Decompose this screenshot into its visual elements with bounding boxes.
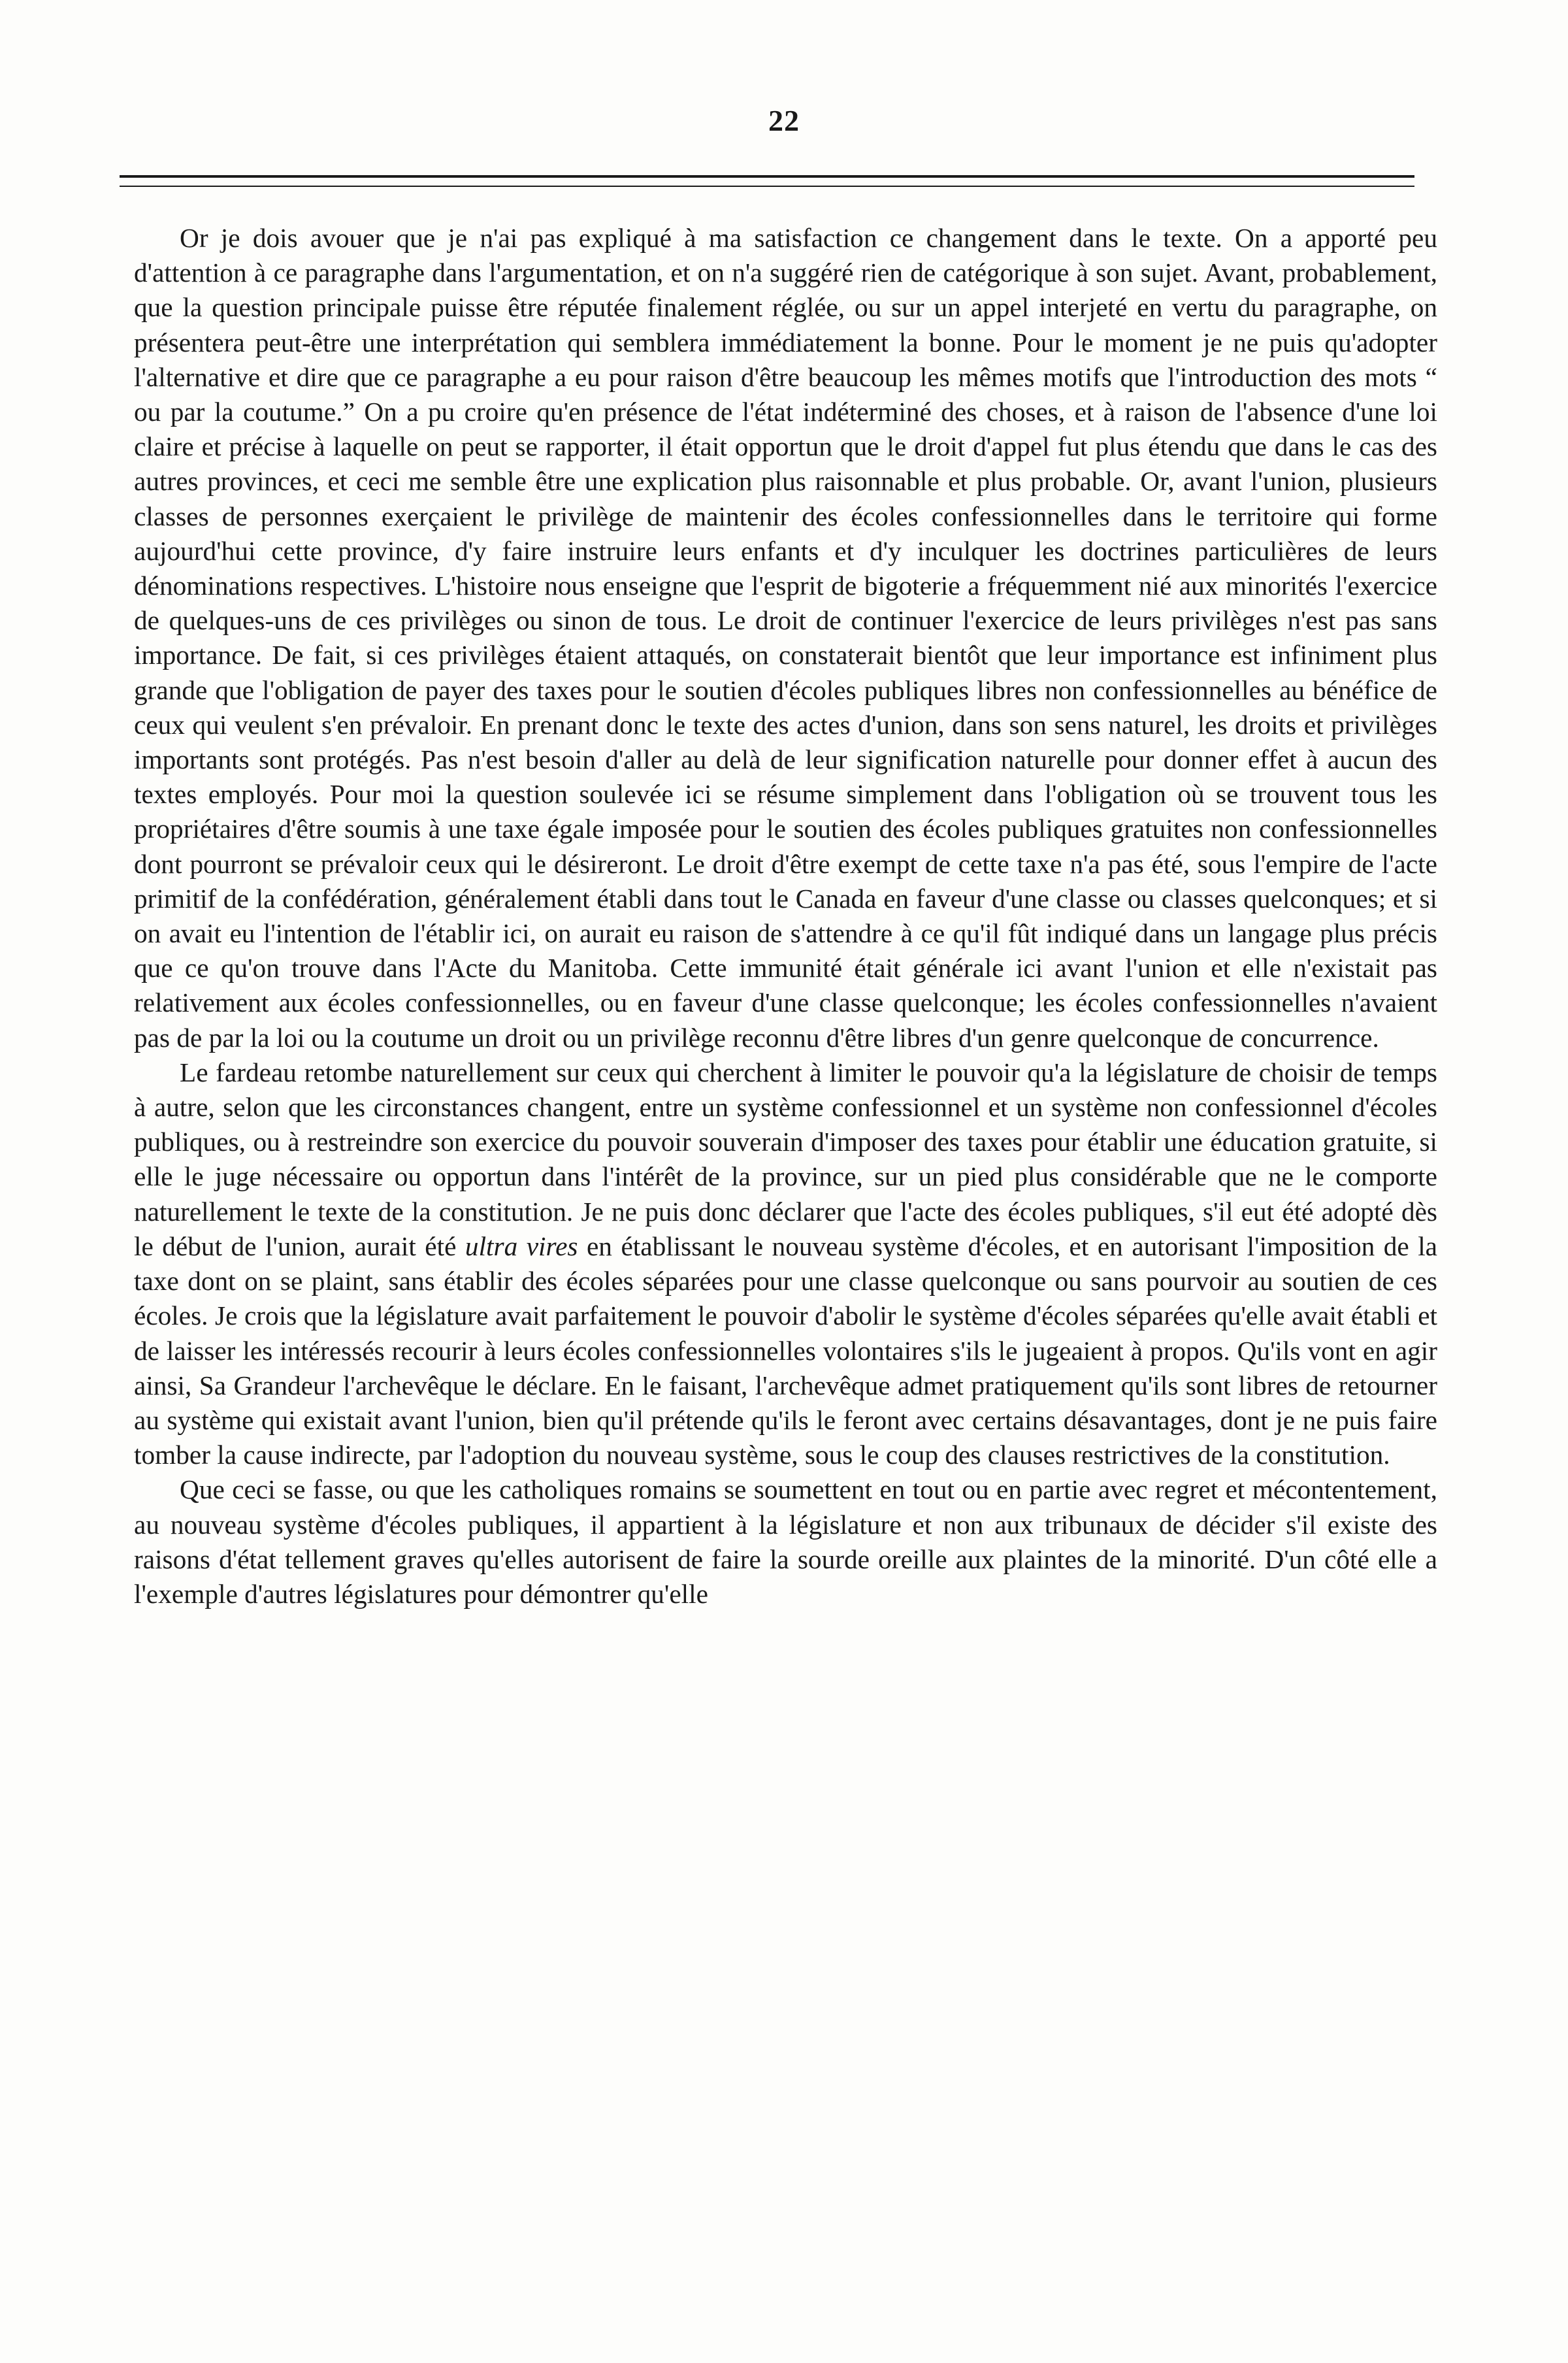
paragraph-2	[134, 1055, 1437, 1472]
paragraph-2-text-b: en établissant le nouveau système d'écoles, et en autorisant l'imposition de la taxe dont on se plaint, sans établir des écoles séparées pour une classe quelconque ou sans pourvoir au soutien de ces écoles. Je crois que la législature avait parfaitement le pouvoir d'abolir le système d'écoles séparées qu'elle avait établi et de laisser les intéressés recourir à leurs écoles confessionnelles volontaires s'ils le jugeaient à propos. Qu'ils vont en agir ainsi, Sa Grandeur l'archevêque le déclare. En le faisant, l'archevêque admet pratiquement qu'ils sont libres de retourner au système qui existait avant l'union, bien qu'il prétende qu'ils le feront avec certains désavantages, dont je ne puis faire tomber la cause indirecte, par l'adoption du nouveau système, sous le coup des clauses restrictives de la constitution.	[134, 1231, 1438, 1470]
body-text	[134, 221, 1437, 1611]
italic-term: ultra vires	[465, 1231, 578, 1261]
paragraph-1	[134, 221, 1437, 1055]
paragraph-2-text-a: Le fardeau retombe naturellement sur ceux qui cherchent à limiter le pouvoir qu'a la législature de choisir de temps à autre, selon que les circonstances changent, entre un système confessionnel et un système non confessionnel d'écoles publiques, ou à restreindre son exercice du pouvoir souverain d'imposer des taxes pour établir une éducation gratuite, si elle le juge nécessaire ou opportun dans l'intérêt de la province, sur un pied plus considérable que ne le comporte naturellement le texte de la constitution. Je ne puis donc déclarer que l'acte des écoles publiques, s'il eut été adopté dès le début de l'union, aurait été	[134, 1057, 1437, 1261]
paragraph-1-text: Or je dois avouer que je n'ai pas expliqué à ma satisfaction ce changement dans le texte. On a apporté peu d'attention à ce paragraphe dans l'argumentation, et on n'a suggéré rien de catégorique à son sujet. Avant, probablement, que la question principale puisse être réputée finalement réglée, ou sur un appel interjeté en vertu du paragraphe, on présentera peut-être une interprétation qui semblera immédiatement la bonne. Pour le moment je ne puis qu'adopter l'alternative et dire que ce paragraphe a eu pour raison d'être beaucoup les mêmes motifs que l'introduction des mots “ ou par la coutume.” On a pu croire qu'en présence de l'état indéterminé des choses, et à raison de l'absence d'une loi claire et précise à laquelle on peut se rapporter, il était opportun que le droit d'appel fut plus étendu que dans le cas des autres provinces, et ceci me semble être une explication plus raisonnable et plus probable. Or, avant l'union, plusieurs classes de personnes exerçaient le privilège de maintenir des écoles confessionnelles dans le territoire qui forme aujourd'hui cette province, d'y faire instruire leurs enfants et d'y inculquer les doctrines particulières de leurs dénominations respectives. L'histoire nous enseigne que l'esprit de bigoterie a fréquemment nié aux minorités l'exercice de quelques-uns de ces privilèges ou sinon de tous. Le droit de continuer l'exercice de leurs privilèges n'est pas sans importance. De fait, si ces privilèges étaient attaqués, on constaterait bientôt que leur importance est infiniment plus grande que l'obligation de payer des taxes pour le soutien d'écoles publiques libres non confessionnelles au bénéfice de ceux qui veulent s'en prévaloir. En prenant donc le texte des actes d'union, dans son sens naturel, les droits et privilèges importants sont protégés. Pas n'est besoin d'aller au delà de leur signification naturelle pour donner effet à aucun des textes employés. Pour moi la question soulevée ici se résume simplement dans l'obligation où se trouvent tous les propriétaires d'être soumis à une taxe égale imposée pour le soutien des écoles publiques gratuites non confessionnelles dont pourront se prévaloir ceux qui le désireront. Le droit d'être exempt de cette taxe n'a pas été, sous l'empire de l'acte primitif de la confédération, généralement établi dans tout le Canada en faveur d'une classe ou classes quelconques; et si on avait eu l'intention de l'établir ici, on aurait eu raison de s'attendre à ce qu'il fût indiqué dans un langage plus précis que ce qu'on trouve dans l'Acte du Manitoba. Cette immunité était générale ici avant l'union et elle n'existait pas relativement aux écoles confessionnelles, ou en faveur d'une classe quelconque; les écoles confessionnelles n'avaient pas de par la loi ou la coutume un droit ou un privilège reconnu d'être libres d'un genre quelconque de concurrence.	[134, 223, 1437, 1053]
page-number: 22	[768, 104, 800, 137]
paragraph-3	[134, 1472, 1437, 1611]
header-rule-thin	[120, 186, 1414, 187]
header-rule-thick	[120, 175, 1414, 178]
paragraph-3-text: Que ceci se fasse, ou que les catholiques romains se soumettent en tout ou en partie avec regret et mécontentement, au nouveau système d'écoles publiques, il appartient à la législature et non aux tribunaux de décider s'il existe des raisons d'état tellement graves qu'elles autorisent de faire la sourde oreille aux plaintes de la minorité. D'un côté elle a l'exemple d'autres législatures pour démontrer qu'elle	[134, 1474, 1437, 1609]
